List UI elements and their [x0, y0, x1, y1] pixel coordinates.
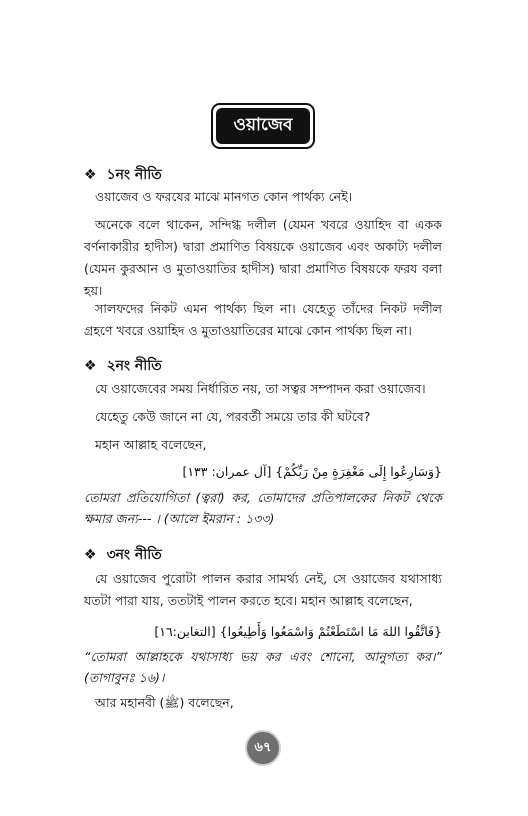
section-3-para-1: যে ওয়াজেব পুরোটা পালন করার সামর্থ্য নেই, সে ওয়াজেব যথাসাধ্য যতটা পারা যায়, ততটাই পালন করতে হবে। মহান আল্লাহ বলেছেন, [84, 571, 442, 608]
section-1-para-3: সালফদের নিকট এমন পার্থক্য ছিল না। যেহেতু তাঁদের নিকট দলীল গ্রহণে খবরে ওয়াহিদ ও মুতাওয়াতিরের মাঝে কোন পার্থক্য ছিল না। [84, 301, 442, 338]
section-1-para-2: অনেকে বলে থাকেন, সন্দিগ্ধ দলীল (যেমন খবরে ওয়াহিদ বা একক বর্ণনাকারীর হাদীস) দ্বারা প্রমাণিত বিষয়কে ওয়াজেব এবং অকাট্য দলীল (যেমন কুরআন ও মুতাওয়াতির হাদীস) দ্বারা প্রমাণিত বিষয়কে ফরয বলা হয়। [84, 217, 442, 298]
section-2-translation: তোমরা প্রতিযোগিতা (ত্বরা) কর, তোমাদের প্রতিপালকের নিকট থেকে ক্ষমার জন্য--- । (আলে ইমরান : ১৩৩) [84, 490, 442, 526]
page-number-badge: ৬৭ [245, 730, 281, 766]
section-2-para-2: যেহেতু কেউ জানে না যে, পরবর্তী সময়ে তার কী ঘটবে? [95, 409, 371, 424]
section-2-para-1: যে ওয়াজেবের সময় নির্ধারিত নয়, তা সত্বর সম্পাদন করা ওয়াজেব। [95, 381, 426, 396]
diamond-bullet-icon: ❖ [84, 167, 97, 183]
chapter-title-box [211, 103, 315, 149]
section-1-title: ১নং নীতি [106, 167, 162, 183]
section-2-heading [84, 354, 162, 378]
section-2-arabic-verse: {وَسَارِعُوا إِلَى مَغْفِرَةٍ مِنْ رَبِّكُمْ} [آل عمران: ١٣٣] [182, 464, 442, 479]
section-3-title: ৩নং নীতি [106, 547, 162, 563]
section-3-translation: “তোমরা আল্লাহকে যথাসাধ্য ভয় কর এবং শোনো, আনুগত্য কর।” (তাগাবুনঃ ১৬)। [84, 649, 442, 685]
section-3-heading [84, 543, 162, 567]
section-2-para-3: মহান আল্লাহ বলেছেন, [95, 437, 207, 452]
section-3-closing: আর মহানবী (ﷺ) বলেছেন, [95, 695, 234, 710]
diamond-bullet-icon: ❖ [84, 547, 97, 563]
section-3-arabic-verse: {فَاتَّقُوا اللهَ مَا اسْتَطَعْتُمْ وَاسْمَعُوا وَأَطِيعُوا} [التغابن:١٦] [154, 624, 442, 639]
chapter-title: ওয়াজেব [216, 108, 310, 144]
section-1-heading [84, 163, 162, 187]
section-2-title: ২নং নীতি [106, 358, 162, 374]
diamond-bullet-icon: ❖ [84, 358, 97, 374]
section-1-para-1: ওয়াজেব ও ফরযের মাঝে মানগত কোন পার্থক্য নেই। [95, 189, 353, 204]
